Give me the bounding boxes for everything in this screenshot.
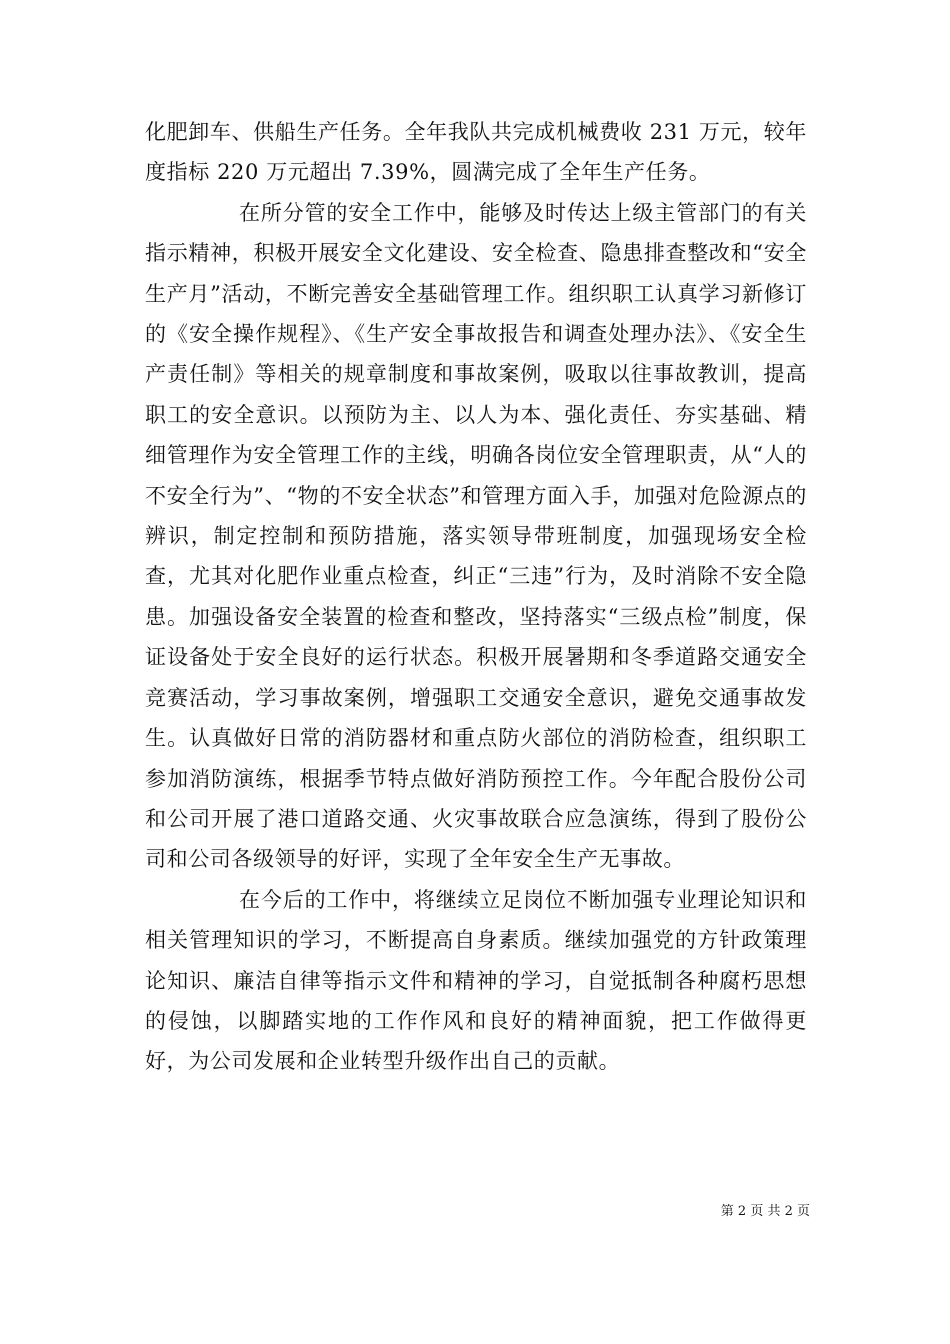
paragraph-continued: 化肥卸车、供船生产任务。全年我队共完成机械费收 231 万元，较年度指标 220 万元超出 7.39%，圆满完成了全年生产任务。 [145,120,807,185]
document-body [145,112,807,1082]
page-number-footer: 第 2 页 共 2 页 [720,1204,810,1219]
paragraph-future-work: 在今后的工作中，将继续立足岗位不断加强专业理论知识和相关管理知识的学习，不断提高自身素质。继续加强党的方针政策理论知识、廉洁自律等指示文件和精神的学习，自觉抵制各种腐朽思想的侵蚀，以脚踏实地的工作作风和良好的精神面貌，把工作做得更好，为公司发展和企业转型升级作出自己的贡献。 [145,887,807,1074]
paragraph-safety-work: 在所分管的安全工作中，能够及时传达上级主管部门的有关指示精神，积极开展安全文化建设、安全检查、隐患排查整改和“安全生产月”活动，不断完善安全基础管理工作。组织职工认真学习新修订的《安全操作规程》、《生产安全事故报告和调查处理办法》、《安全生产责任制》等相关的规章制度和事故案例，吸取以往事故教训，提高职工的安全意识。以预防为主、以人为本、强化责任、夯实基础、精细管理作为安全管理工作的主线，明确各岗位安全管理职责，从“人的不安全行为”、“物的不安全状态”和管理方面入手，加强对危险源点的辨识，制定控制和预防措施，落实领导带班制度，加强现场安全检查，尤其对化肥作业重点检查，纠正“三违”行为，及时消除不安全隐患。加强设备安全装置的检查和整改，坚持落实“三级点检”制度，保证设备处于安全良好的运行状态。积极开展暑期和冬季道路交通安全竞赛活动，学习事故案例，增强职工交通安全意识，避免交通事故发生。认真做好日常的消防器材和重点防火部位的消防检查，组织职工参加消防演练，根据季节特点做好消防预控工作。今年配合股份公司和公司开展了港口道路交通、火灾事故联合应急演练，得到了股份公司和公司各级领导的好评，实现了全年安全生产无事故。 [145,200,807,872]
